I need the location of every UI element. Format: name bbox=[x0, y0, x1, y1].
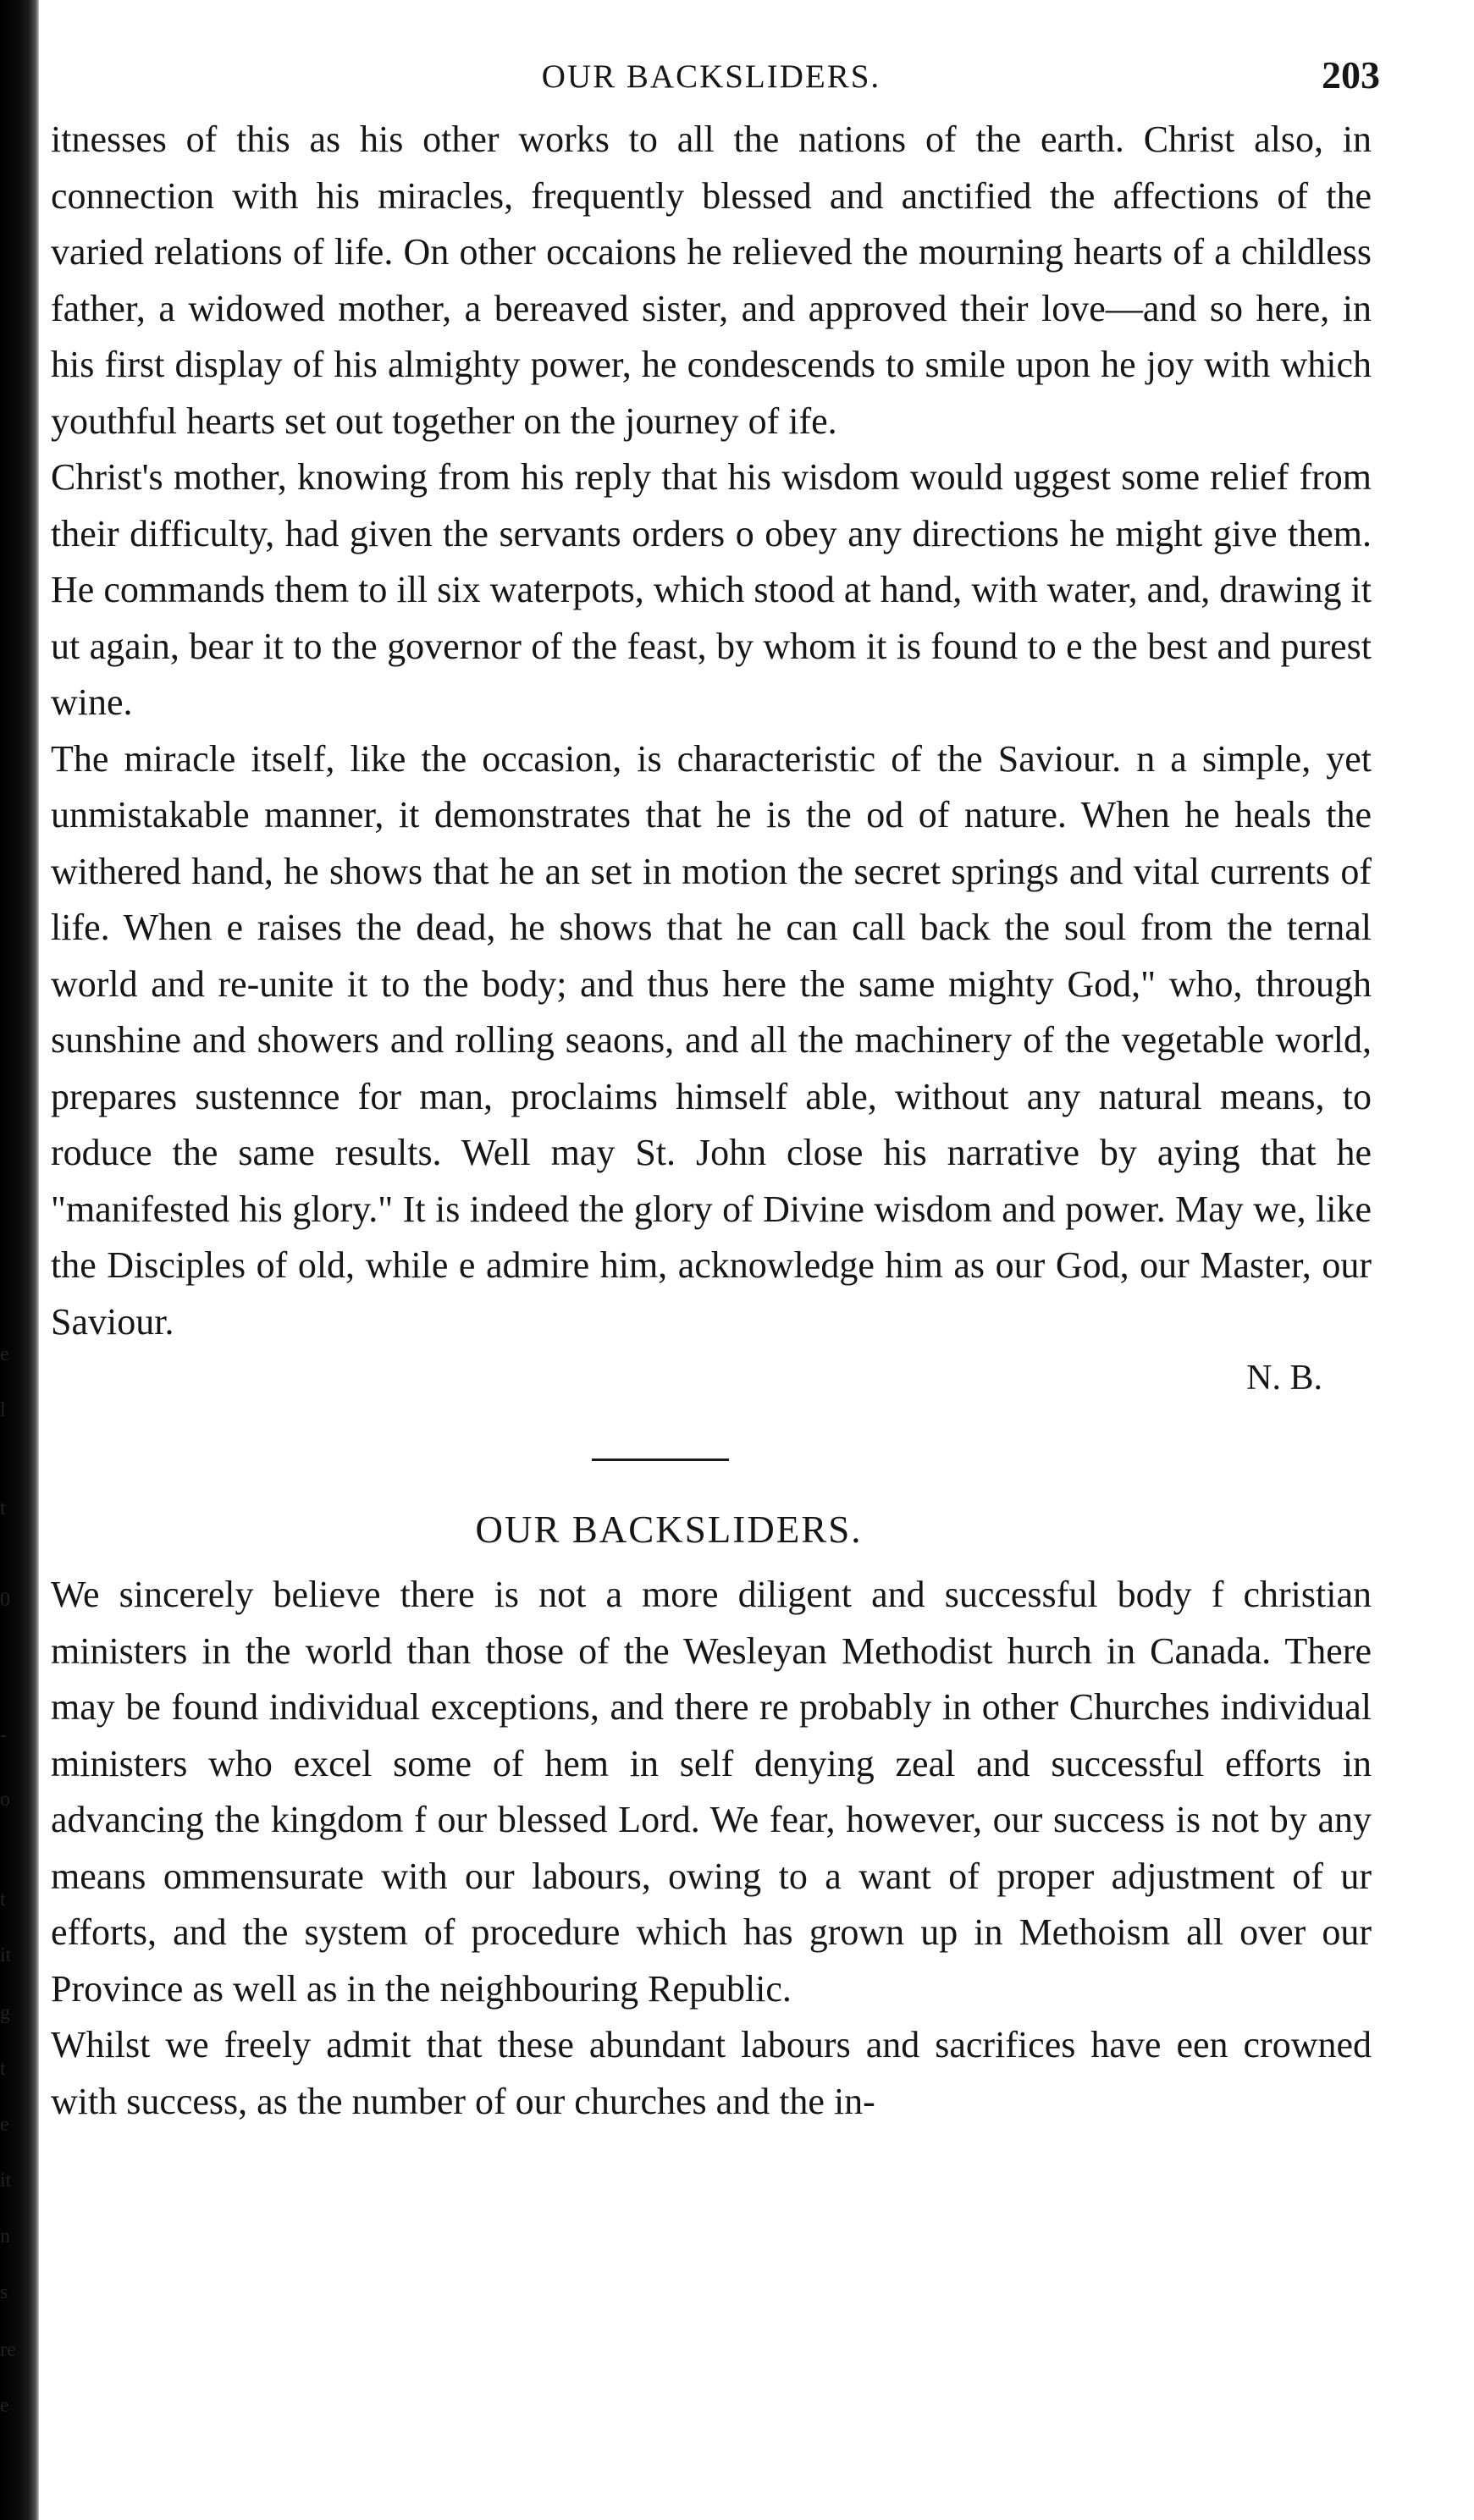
paragraph: itnesses of this as his other works to all the nations of the earth. Christ also, in connection with his miracles, frequently blessed and anctified the affections of the varied relations of life. On other occaions he relieved the mourning hearts of a childless father, a widowed mother, a bereaved sister, and approved their love—and so here, in his first display of his almighty power, he condescends to smile upon he joy with which youthful hearts set out together on the journey of ife. bbox=[51, 119, 1372, 442]
margin-fragment: it bbox=[0, 1944, 12, 1966]
margin-fragment: e bbox=[0, 2395, 9, 2417]
margin-fragment: 0 bbox=[0, 1589, 10, 1611]
paragraph: We sincerely believe there is not a more diligent and successful body f christian ministers in the world than those of the Wesleyan Methodist hurch in Canada. There may be found individual exceptions, and there re probably in other Churches individual ministers who excel some of hem in self denying zeal and successful efforts in advancing the kingdom f our blessed Lord. We fear, however, our success is not by any means ommensurate with our labours, owing to a want of proper adjustment of ur efforts, and the system of procedure which has grown up in Methoism all over our Province as well as in the neighbouring Republic. bbox=[51, 1574, 1372, 2010]
margin-fragment: re bbox=[0, 2339, 16, 2361]
book-page bbox=[51, 34, 1380, 2130]
margin-fragment: it bbox=[0, 2170, 12, 2192]
margin-fragment: e bbox=[0, 1343, 9, 1365]
margin-fragment: s bbox=[0, 2281, 8, 2303]
margin-fragment: o bbox=[0, 1789, 10, 1811]
binding-gutter bbox=[0, 0, 39, 2520]
margin-fragment: e bbox=[0, 2114, 9, 2136]
article-1-body bbox=[51, 112, 1372, 1350]
paragraph: The miracle itself, like the occasion, is characteristic of the Saviour. n a simple, yet unmistakable manner, it demonstrates that he is the od of nature. When he heals the withered hand, he shows that he an set in motion the secret springs and vital currents of life. When e raises the dead, he shows that he can call back the soul from the ternal world and re-unite it to the body; and thus here the same mighty God," who, through sunshine and showers and rolling seaons, and all the machinery of the vegetable world, prepares sustennce for man, proclaims himself able, without any natural means, to roduce the same results. Well may St. John close his narrative by aying that he "manifested his glory." It is indeed the glory of Divine wisdom and power. May we, like the Disciples of old, while e admire him, acknowledge him as our God, our Master, our Saviour. bbox=[51, 737, 1372, 1343]
margin-fragment: t bbox=[0, 1889, 6, 1911]
section-divider bbox=[592, 1459, 729, 1461]
margin-fragment: l bbox=[0, 1399, 6, 1421]
margin-fragment: g bbox=[0, 2002, 10, 2024]
running-head-title: OUR BACKSLIDERS. bbox=[541, 58, 881, 95]
page-number: 203 bbox=[1322, 53, 1380, 96]
running-head bbox=[51, 34, 1380, 110]
margin-fragment: t bbox=[0, 1497, 6, 1519]
paragraph: Christ's mother, knowing from his reply that his wisdom would uggest some relief from their difficulty, had given the servants orders o obey any directions he might give them. He commands them to ill six waterpots, which stood at hand, with water, and, drawing it ut again, bear it to the governor of the feast, by whom it is found to e the best and purest wine. bbox=[51, 456, 1372, 723]
paragraph: Whilst we freely admit that these abundant labours and sacrifices have een crowned with success, as the number of our churches and the in- bbox=[51, 2024, 1372, 2122]
margin-fragment: n bbox=[0, 2225, 10, 2247]
article-2-body bbox=[51, 1567, 1372, 2130]
article-title: OUR BACKSLIDERS. bbox=[475, 1508, 863, 1551]
author-signature: N. B. bbox=[1246, 1359, 1322, 1398]
margin-fragment: t bbox=[0, 2058, 6, 2080]
margin-fragment: - bbox=[0, 1724, 7, 1746]
